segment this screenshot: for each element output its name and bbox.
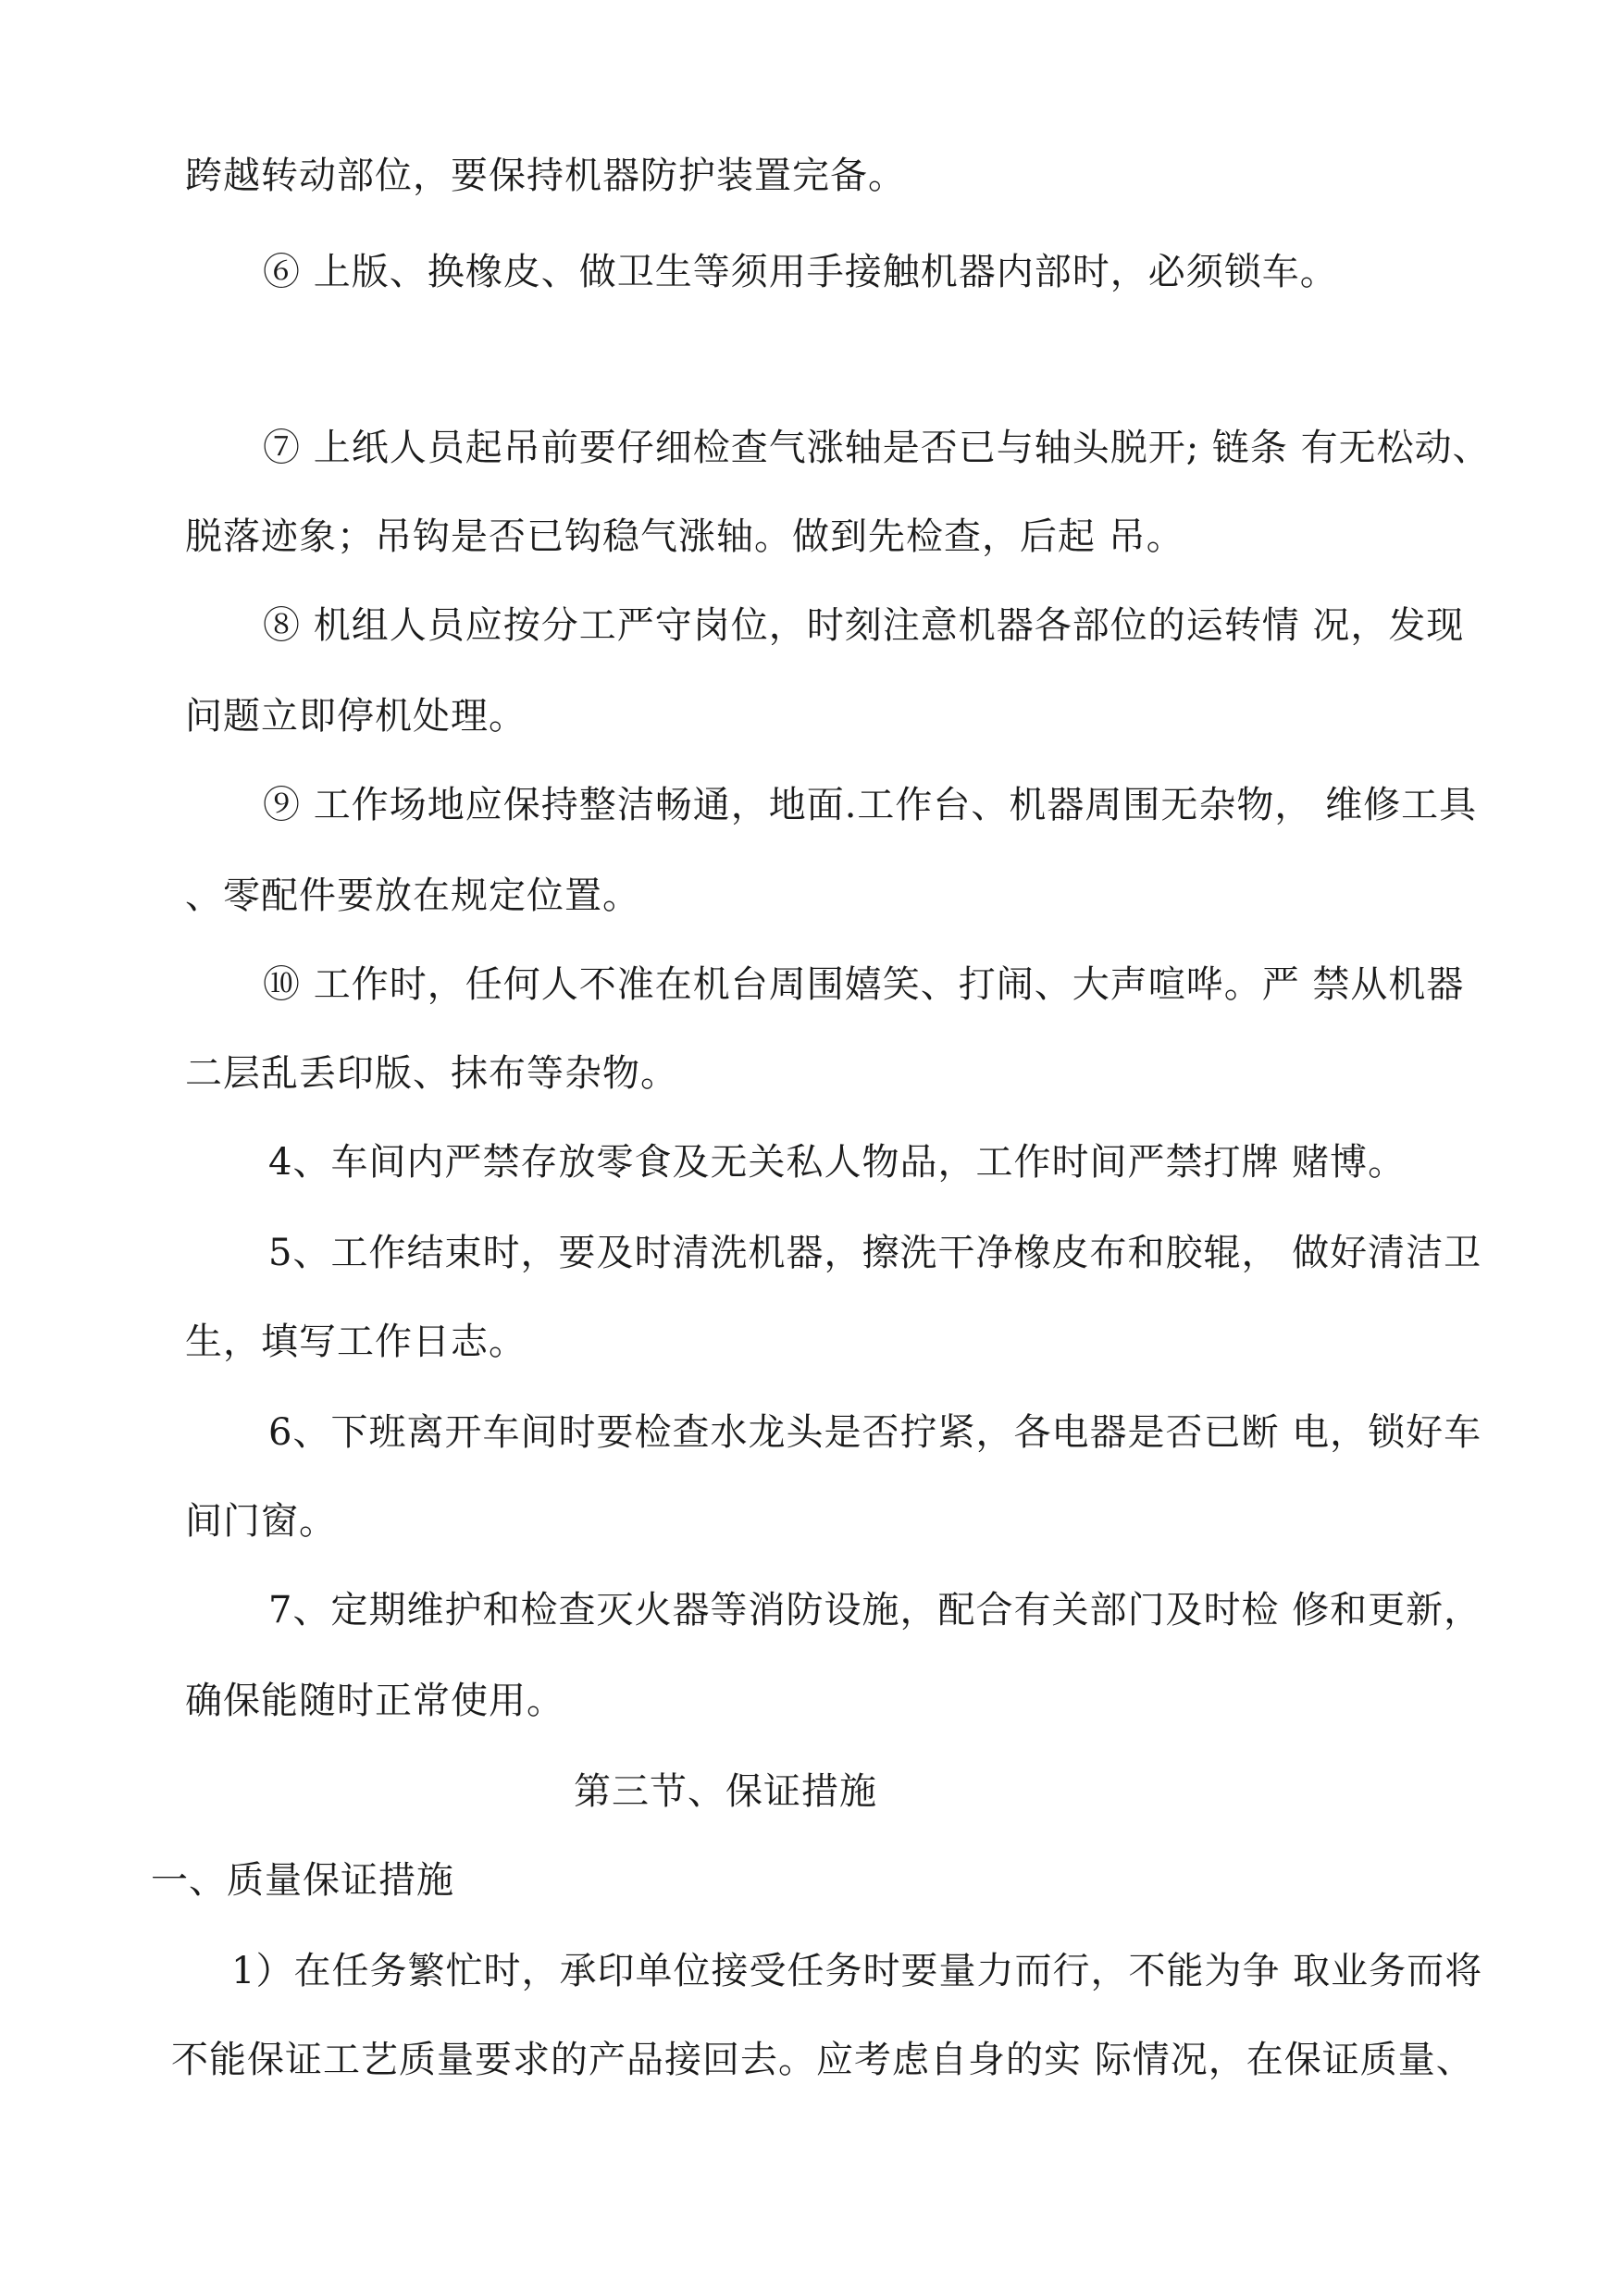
paragraph-line: 跨越转动部位，要保持机器防护装置完备。 — [185, 155, 906, 197]
paragraph-line: 5、工作结束时，要及时清洗机器，擦洗干净橡皮布和胶辊， 做好清洁卫 — [268, 1232, 1482, 1274]
paragraph-line: ⑦ 上纸人员起吊前要仔细检查气涨轴是否已与轴头脱开; 链条 有无松动、 — [263, 427, 1491, 469]
paragraph-line: 不能保证工艺质量要求的产品接回去。应考虑自身的实 际情况，在保证质量、 — [171, 2039, 1474, 2081]
paragraph-line: 确保能随时正常使用。 — [185, 1680, 564, 1722]
paragraph-line: ⑩ 工作时，任何人不准在机台周围嬉笑、打闹、大声喧哗。严 禁从机器 — [263, 963, 1465, 1006]
paragraph-line: 间门窗。 — [185, 1500, 337, 1543]
paragraph-line: 4、车间内严禁存放零食及无关私人物品，工作时间严禁打牌 赌博。 — [268, 1141, 1407, 1184]
paragraph-line: 问题立即停机处理。 — [185, 695, 527, 738]
paragraph-line: 生，填写工作日志。 — [185, 1321, 527, 1363]
paragraph-line: 1）在任务繁忙时，承印单位接受任务时要量力而行，不能为争 取业务而将 — [231, 1950, 1483, 1992]
paragraph-line: 7、定期维护和检查灭火器等消防设施，配合有关部门及时检 修和更新， — [268, 1589, 1482, 1631]
paragraph-line: 脱落迹象；吊钩是否已钩稳气涨轴。做到先检查，后起 吊。 — [185, 515, 1184, 558]
paragraph-line: ⑨ 工作场地应保持整洁畅通，地面.工作台、机器周围无杂物， 维修工具 — [263, 784, 1478, 826]
paragraph-line: ⑥ 上版、换橡皮、做卫生等须用手接触机器内部时，必须锁车。 — [263, 251, 1338, 293]
subsection-heading: 一、质量保证措施 — [151, 1859, 454, 1902]
paragraph-line: 、零配件要放在规定位置。 — [185, 875, 640, 917]
paragraph-line: ⑧ 机组人员应按分工严守岗位，时刻注意机器各部位的运转情 况，发现 — [263, 604, 1465, 647]
paragraph-line: 6、下班离开车间时要检查水龙头是否拧紧，各电器是否已断 电，锁好车 — [268, 1411, 1482, 1454]
section-heading: 第三节、保证措施 — [574, 1770, 877, 1813]
paragraph-line: 二层乱丢印版、抹布等杂物。 — [185, 1052, 678, 1095]
